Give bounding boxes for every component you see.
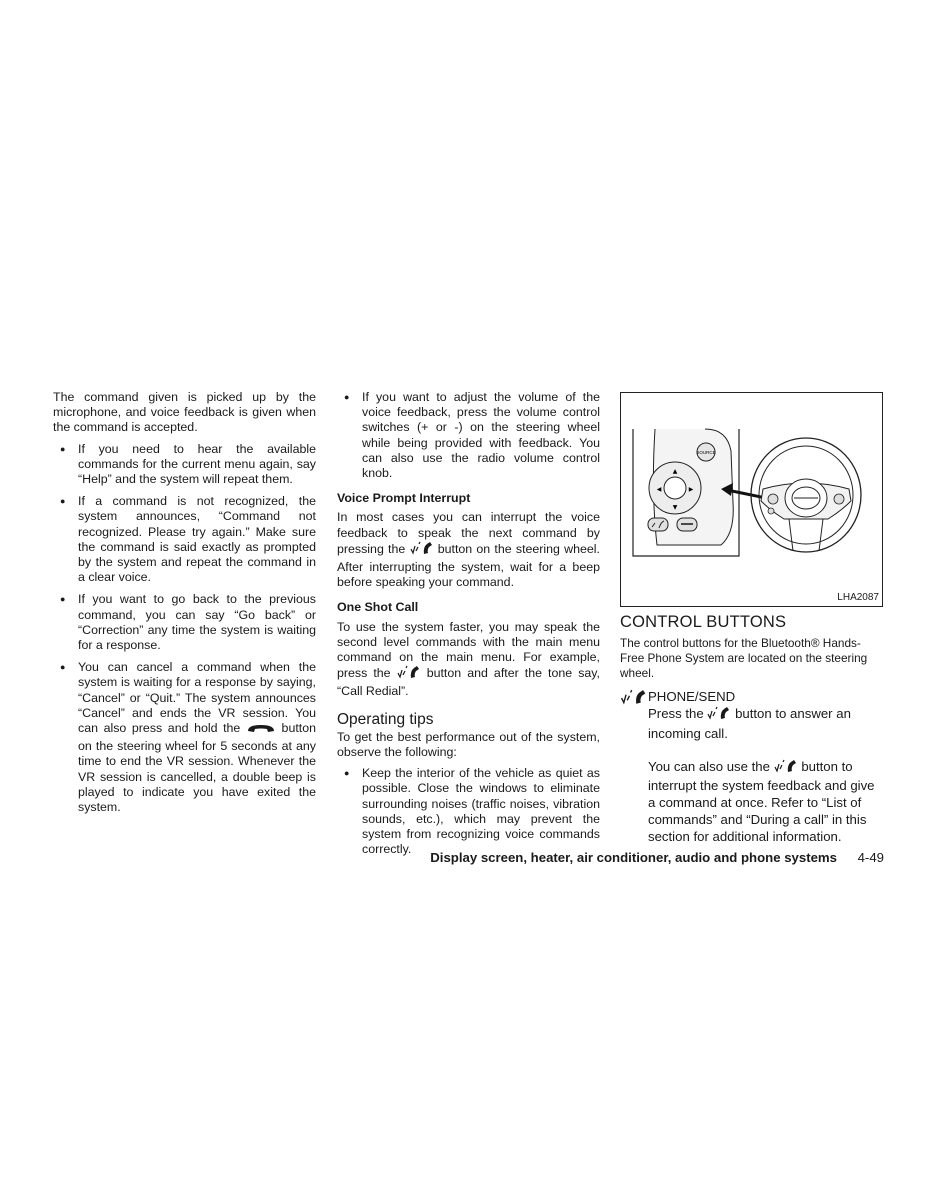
one-shot-heading: One Shot Call <box>337 600 419 615</box>
list-item: ● If you want to go back to the previous command, you can say “Go back” or “Correction” any time the system is waiting for a response. <box>53 592 316 653</box>
phone-send-label: PHONE/SEND <box>648 689 736 705</box>
phone-send-icon <box>397 665 421 684</box>
one-shot-post: button and after the tone say, “Call Redial”. <box>337 666 601 699</box>
figure-code: LHA2087 <box>837 591 879 603</box>
list-item: ● If a command is not recognized, the system announces, “Command not recognized. Please try again.” Make sure the command is said exactly as prompted by the system and repeat the command in a clear voice. <box>53 494 316 585</box>
phone-send-icon <box>410 541 434 560</box>
desc1-post: button to answer an incoming call. <box>648 706 851 741</box>
operating-tips-intro: To get the best performance out of the system, observe the following: <box>337 729 600 760</box>
one-shot-paragraph <box>337 620 600 700</box>
voice-prompt-heading: Voice Prompt Interrupt <box>337 491 471 506</box>
steering-wheel-illustration <box>621 393 882 606</box>
column-3 <box>620 390 884 846</box>
bullet-list <box>337 766 600 857</box>
phone-end-icon <box>246 723 276 739</box>
phone-send-desc-1 <box>648 706 884 743</box>
list-item <box>53 660 316 815</box>
bullet-list <box>337 390 600 481</box>
phone-send-icon <box>620 689 648 711</box>
desc2-post: button to interrupt the system feedback and give a command at once. Refer to “List of commands” and “During a call” in this section for additional information. <box>648 758 875 844</box>
voice-prompt-pre: In most cases you can interrupt the voice feedback to speak the next command by pressing the <box>337 510 600 556</box>
voice-prompt-post: button on the steering wheel. After interrupting the system, wait for a beep before speaking your command. <box>337 541 600 590</box>
phone-send-desc-2 <box>648 759 884 846</box>
voice-prompt-paragraph <box>337 510 600 590</box>
phone-send-icon <box>707 706 731 726</box>
operating-tips-heading: Operating tips <box>337 710 434 728</box>
one-shot-pre: To use the system faster, you may speak the second level commands with the main menu command on the main menu. For example, press the <box>337 619 600 681</box>
steering-wheel-figure <box>620 392 883 607</box>
list-item: ● If you need to hear the available commands for the current menu again, say “Help” and the system will repeat them. <box>53 442 316 488</box>
svg-text:◀: ◀ <box>656 486 662 493</box>
desc2-pre: You can also use the <box>648 758 770 774</box>
footer-title: Display screen, heater, air conditioner, audio and phone systems <box>430 850 837 865</box>
desc1-pre: Press the <box>648 706 704 721</box>
phone-send-icon-cell <box>620 689 648 845</box>
column-1 <box>53 390 316 822</box>
phone-send-icon <box>774 759 798 779</box>
cancel-text-pre: You can cancel a command when the system is waiting for a response by saying, “Cancel” or “Quit.” The system announces “Cancel” and ends the VR session. You can also press and hold the <box>78 660 316 736</box>
control-buttons-intro: The control buttons for the Bluetooth® Hands-Free Phone System are located on the steering wheel. <box>620 636 868 681</box>
intro-paragraph: The command given is picked up by the microphone, and voice feedback is given when the command is accepted. <box>53 390 316 435</box>
list-item: ● If you want to adjust the volume of the voice feedback, press the volume control switches (+ or -) on the steering wheel while being provided with feedback. You can also use the radio volume control knob. <box>337 390 600 481</box>
column-2 <box>337 390 600 863</box>
phone-send-row <box>620 689 884 845</box>
svg-text:▲: ▲ <box>672 468 678 475</box>
control-buttons-heading: CONTROL BUTTONS <box>620 613 787 631</box>
list-item: ● Keep the interior of the vehicle as quiet as possible. Close the windows to eliminate surrounding noises (traffic noises, vibration sounds, etc.), which may prevent the system from recognizing voice commands correctly. <box>337 766 600 857</box>
svg-text:▶: ▶ <box>688 486 694 493</box>
bullet-list <box>53 442 316 816</box>
svg-text:▼: ▼ <box>672 504 678 511</box>
cancel-text-post: button on the steering wheel for 5 seconds at any time to end the VR session. Whenever the VR session is cancelled, a double beep is played to indicate you have exited the system. <box>78 721 316 815</box>
page-number: 4-49 <box>857 850 884 865</box>
source-button-label: SOURCE <box>696 450 716 455</box>
phone-send-description <box>648 689 884 845</box>
